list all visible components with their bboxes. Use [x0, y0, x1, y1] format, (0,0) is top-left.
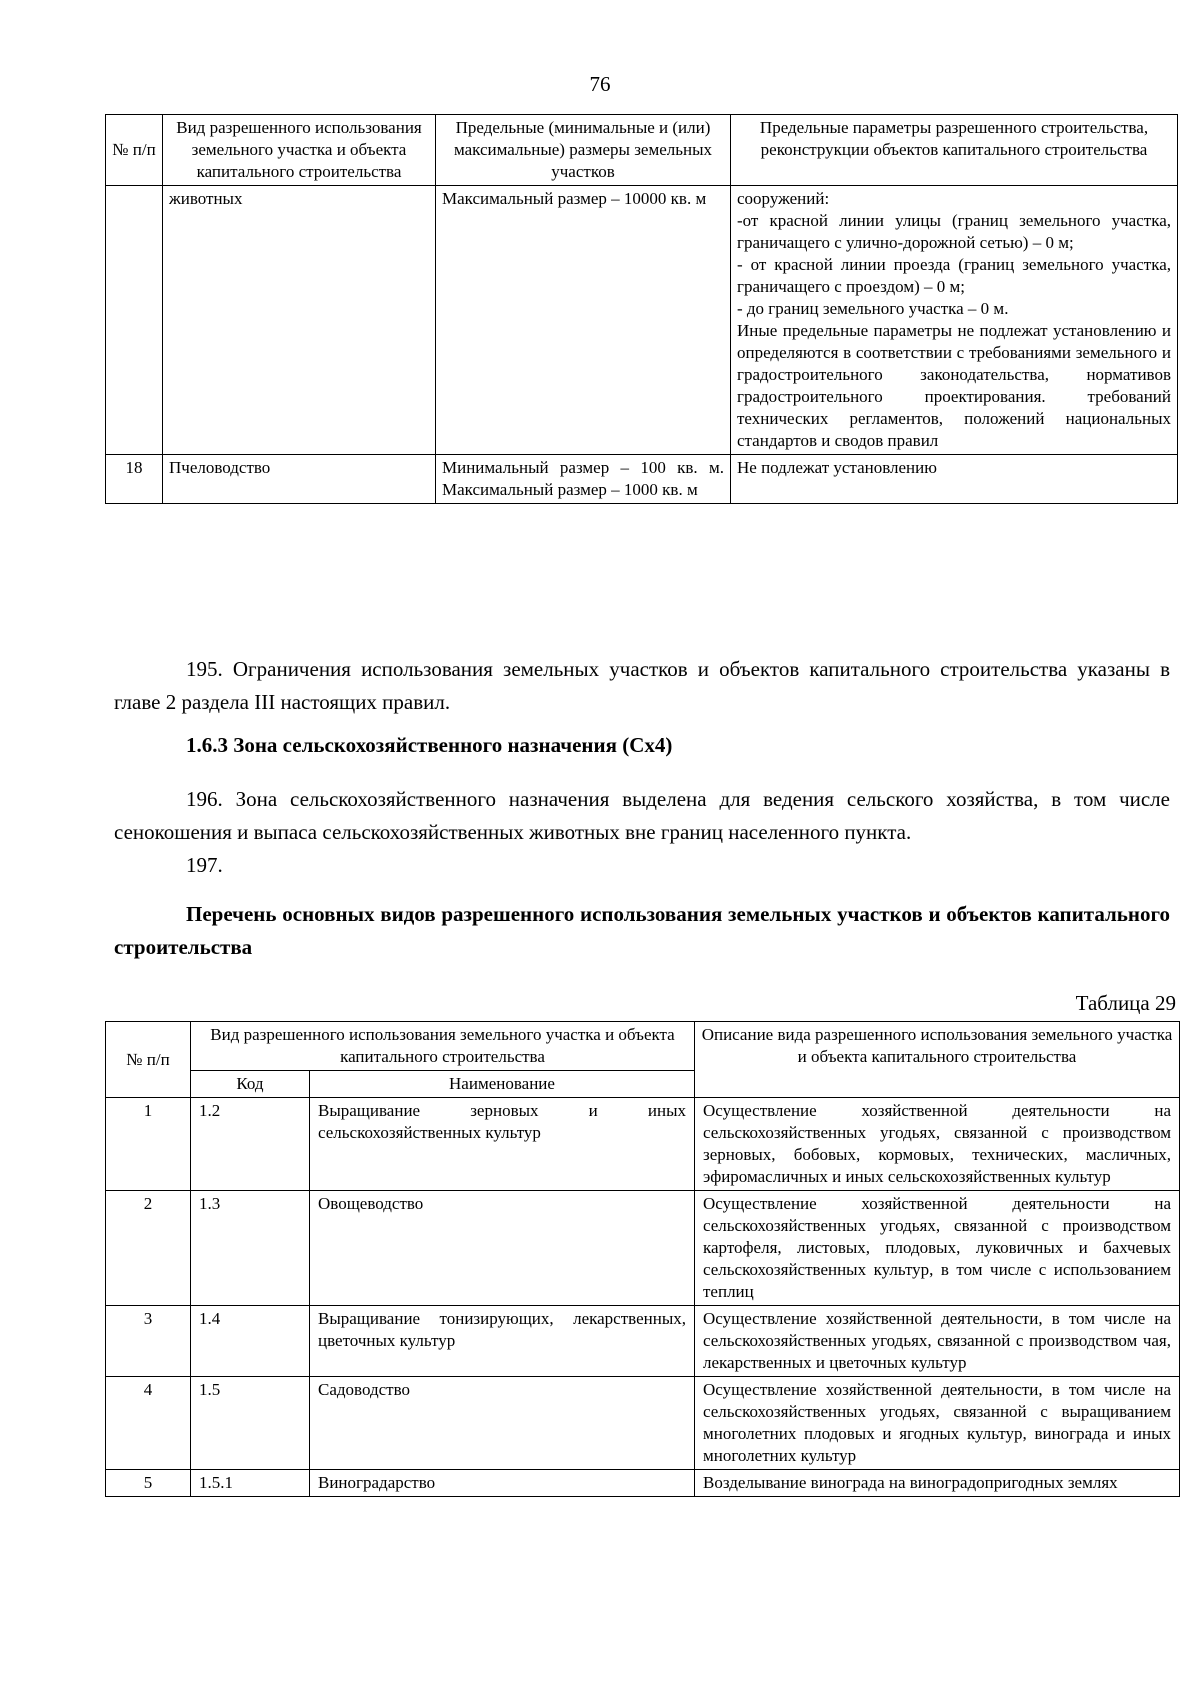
row-code: 1.5.1 [191, 1470, 310, 1497]
permitted-uses-table [105, 1021, 1180, 1497]
table-header-row [106, 1022, 1180, 1071]
row-name: Овощеводство [310, 1191, 695, 1306]
table-caption: Таблица 29 [1075, 991, 1176, 1015]
row-code: 1.3 [191, 1191, 310, 1306]
table-row [106, 1470, 1180, 1497]
row-number: 18 [106, 455, 163, 504]
table-row [106, 1191, 1180, 1306]
header-number: № п/п [106, 115, 163, 186]
row-description: Возделывание винограда на виноградопригодных землях [695, 1470, 1180, 1497]
header-plot-size: Предельные (минимальные и (или) максимальные) размеры земельных участков [436, 115, 731, 186]
header-code: Код [191, 1071, 310, 1098]
row-use-type: Пчеловодство [163, 455, 436, 504]
row-code: 1.2 [191, 1098, 310, 1191]
header-description: Описание вида разрешенного использования земельного участка и объекта капитального строительства [695, 1022, 1180, 1098]
table-row [106, 1306, 1180, 1377]
table-row [106, 1098, 1180, 1191]
row-name: Выращивание зерновых и иных сельскохозяйственных культур [310, 1098, 695, 1191]
row-number: 4 [106, 1377, 191, 1470]
row-number: 2 [106, 1191, 191, 1306]
row-description: Осуществление хозяйственной деятельности на сельскохозяйственных угодьях, связанной с производством зерновых, бобовых, кормовых, технических, масличных, эфиромасличных и иных сельскохозяйственных культур [695, 1098, 1180, 1191]
zone-parameters-table [105, 114, 1178, 504]
row-description: Осуществление хозяйственной деятельности, в том числе на сельскохозяйственных угодьях, связанной с производством чая, лекарственных и цветочных культур [695, 1306, 1180, 1377]
row-use-type: животных [163, 186, 436, 455]
paragraph-196: 196. Зона сельскохозяйственного назначения выделена для ведения сельского хозяйства, в том числе сенокошения и выпаса сельскохозяйственных животных вне границ населенного пункта. [114, 787, 1170, 844]
paragraph-195: 195. Ограничения использования земельных участков и объектов капитального строительства указаны в главе 2 раздела III настоящих правил. [114, 657, 1170, 714]
row-name: Выращивание тонизирующих, лекарственных, цветочных культур [310, 1306, 695, 1377]
row-description: Осуществление хозяйственной деятельности, в том числе на сельскохозяйственных угодьях, связанной с выращиванием многолетних плодовых и ягодных культур, винограда и иных многолетних культур [695, 1377, 1180, 1470]
row-number: 5 [106, 1470, 191, 1497]
row-name: Садоводство [310, 1377, 695, 1470]
row-plot-size: Максимальный размер – 10000 кв. м [436, 186, 731, 455]
page-number: 76 [589, 72, 611, 96]
row-construction-params: сооружений: -от красной линии улицы (границ земельного участка, граничащего с улично-дорожной сетью) – 0 м; - от красной линии проезда (границ земельного участка, граничащего с проездом) – 0 м; - до границ земельного участка – 0 м. Иные предельные параметры не подлежат установлению и определяются в соответствии с требованиями земельного и градостроительного законодательства, нормативов градостроительного проектирования. требований технических регламентов, положений национальных стандартов и сводов правил [731, 186, 1178, 455]
row-name: Виноградарство [310, 1470, 695, 1497]
table-row [106, 1377, 1180, 1470]
header-number: № п/п [106, 1022, 191, 1098]
row-number [106, 186, 163, 455]
table-header-row [106, 115, 1178, 186]
header-use-group: Вид разрешенного использования земельного участка и объекта капитального строительства [191, 1022, 695, 1071]
header-construction-params: Предельные параметры разрешенного строительства, реконструкции объектов капитального строительства [731, 115, 1178, 186]
row-number: 1 [106, 1098, 191, 1191]
row-construction-params: Не подлежат установлению [731, 455, 1178, 504]
row-number: 3 [106, 1306, 191, 1377]
header-name: Наименование [310, 1071, 695, 1098]
row-code: 1.4 [191, 1306, 310, 1377]
row-description: Осуществление хозяйственной деятельности на сельскохозяйственных угодьях, связанной с производством картофеля, листовых, плодовых, луковичных и бахчевых сельскохозяйственных культур, в том числе с использованием теплиц [695, 1191, 1180, 1306]
row-code: 1.5 [191, 1377, 310, 1470]
header-use-type: Вид разрешенного использования земельного участка и объекта капитального строительства [163, 115, 436, 186]
row-plot-size: Минимальный размер – 100 кв. м. Максимальный размер – 1000 кв. м [436, 455, 731, 504]
table-row [106, 455, 1178, 504]
section-heading: 1.6.3 Зона сельскохозяйственного назначения (Сх4) [186, 733, 673, 757]
paragraph-197: 197. [186, 853, 223, 877]
list-heading: Перечень основных видов разрешенного использования земельных участков и объектов капитального строительства [114, 902, 1170, 959]
table-row [106, 186, 1178, 455]
